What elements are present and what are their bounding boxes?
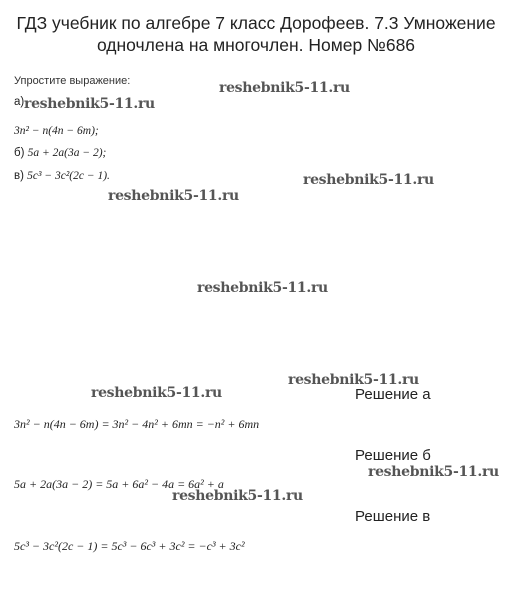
watermark: reshebnik5-11.ru [172,488,303,504]
task-item-c [14,170,110,182]
task-item-a-label: а) [14,96,25,108]
solution-a-expr: 3n² − n(4n − 6m) = 3n² − 4n² + 6mn = −n² + 6mn [14,417,260,431]
solution-c-heading: Решение в [355,508,431,525]
watermark: reshebnik5-11.ru [197,280,328,296]
page-title-line-1: ГДЗ учебник по алгебре 7 класс Дорофеев. 7.3 Умножение [16,13,496,33]
task-item-a-label-row [14,96,24,108]
watermark: reshebnik5-11.ru [24,96,155,112]
task-prompt: Упростите выражение: [14,75,131,87]
watermark: reshebnik5-11.ru [219,80,350,96]
watermark: reshebnik5-11.ru [288,372,419,388]
page-title [14,12,498,56]
solution-a-heading: Решение а [355,386,431,403]
solution-b-heading: Решение б [355,447,431,464]
watermark: reshebnik5-11.ru [368,464,499,480]
task-item-b [14,147,106,159]
task-item-b-label: б) [14,147,25,159]
task-item-b-expr: 5a + 2a(3a − 2); [27,147,107,159]
solution-c-expr: 5c³ − 3c²(2c − 1) = 5c³ − 6c³ + 3c² = −c³ + 3c² [14,539,245,553]
task-item-c-label: в) [14,170,24,182]
task-item-c-expr: 5c³ − 3c²(2c − 1). [27,170,110,182]
watermark: reshebnik5-11.ru [91,385,222,401]
watermark: reshebnik5-11.ru [108,188,239,204]
solution-b-expr: 5a + 2a(3a − 2) = 5a + 6a² − 4a = 6a² + a [14,477,224,491]
task-item-a-expr: 3n² − n(4n − 6m); [14,125,99,137]
page-title-line-2: одночлена на многочлен. Номер №686 [96,35,416,55]
watermark: reshebnik5-11.ru [303,172,434,188]
